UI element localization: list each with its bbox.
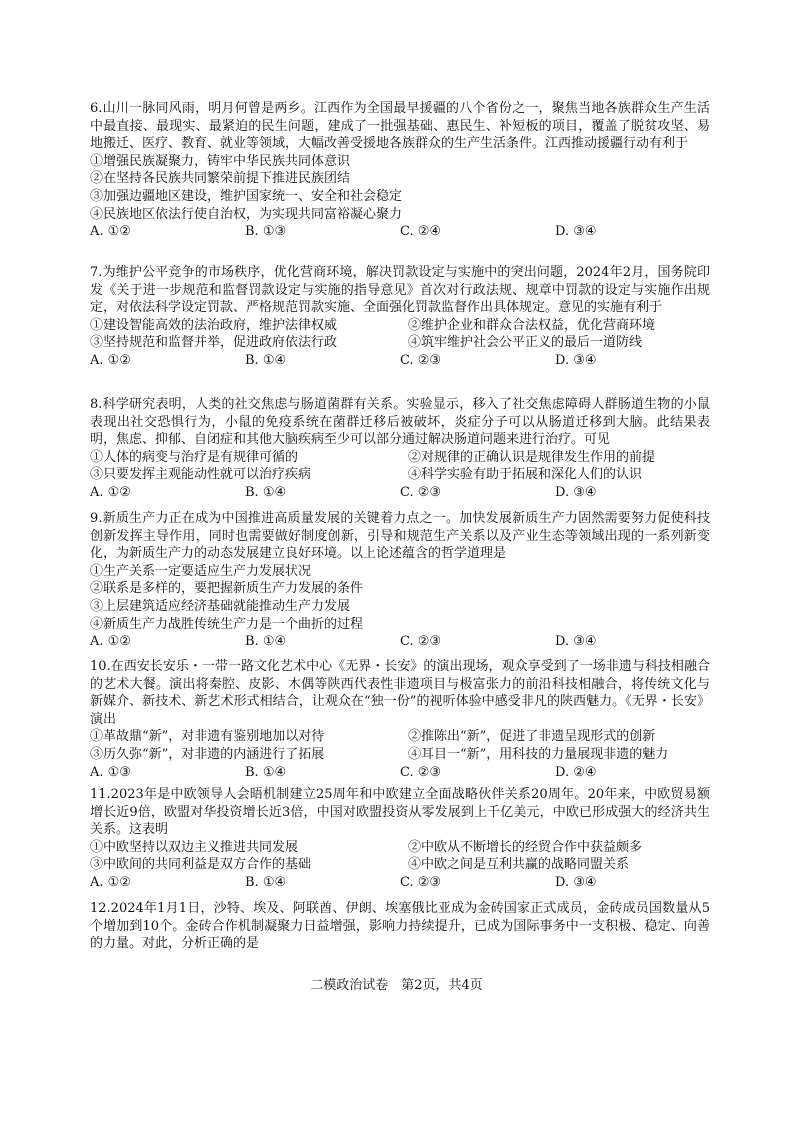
option-3: ③加强边疆地区建设，维护国家统一、安全和社会稳定 [90, 188, 403, 204]
question-12 [90, 900, 710, 953]
choice-a: A. ①② [90, 634, 131, 650]
question-6 [90, 100, 710, 241]
choice-d: D. ③④ [555, 874, 597, 890]
answer-choices [90, 874, 710, 892]
option-row [90, 317, 710, 335]
option-row [90, 728, 710, 746]
option-1: ①建设智能高效的法治政府，维护法律权威 [90, 317, 338, 333]
option-2: ②对规律的正确认识是规律发生作用的前提 [408, 449, 656, 465]
choice-a: A. ①② [90, 874, 131, 890]
answer-choices [90, 484, 710, 502]
option-row [90, 746, 710, 764]
question-8 [90, 396, 710, 502]
option-1: ①中欧坚持以双边主义推进共同发展 [90, 839, 299, 855]
choice-d: D. ③④ [555, 224, 597, 240]
option-2: ②在坚持各民族共同繁荣前提下推进民族团结 [90, 171, 351, 187]
choice-a: A. ①② [90, 484, 131, 500]
choice-c: C. ②③ [400, 634, 442, 650]
option-row [90, 466, 710, 484]
option-row [90, 334, 710, 352]
choice-b: B. ①④ [245, 874, 287, 890]
question-7 [90, 264, 710, 370]
question-stem: 8.科学研究表明，人类的社交焦虑与肠道菌群有关系。实验显示，移入了社交焦虑障碍人群肠道生物的小鼠表现出社交恐惧行为，小鼠的免疫系统在菌群迁移后被破坏，炎症分子可以从肠道迁移到大脑。此结果表明，焦虑、抑郁、自闭症和其他大脑疾病至少可以部分通过解决肠道问题来进行治疗。可见 [90, 397, 710, 448]
option-4: ④新质生产力战胜传统生产力是一个曲折的过程 [90, 616, 364, 632]
answer-choices [90, 764, 710, 782]
option-1: ①革故鼎“新”，对非遗有鉴别地加以对待 [90, 729, 325, 745]
option-row [90, 449, 710, 467]
option-4: ④中欧之间是互利共赢的战略同盟关系 [408, 857, 630, 873]
option-3: ③中欧间的共同利益是双方合作的基础 [90, 857, 312, 873]
option-2: ②中欧从不断增长的经贸合作中获益颇多 [408, 839, 643, 855]
choice-c: C. ②③ [400, 352, 442, 368]
option-row [90, 839, 710, 857]
option-4: ④耳目一“新”，用科技的力量展现非遗的魅力 [408, 746, 669, 762]
choice-d: D. ③④ [555, 634, 597, 650]
choice-c: C. ②③ [400, 764, 442, 780]
page-footer: 二模政治试卷 第2页，共4页 [310, 978, 483, 993]
option-row [90, 856, 710, 874]
choice-b: B. ①④ [245, 484, 287, 500]
question-stem: 9.新质生产力正在成为中国推进高质量发展的关键着力点之一。加快发展新质生产力固然需要努力促使科技创新发挥主导作用，同时也需要做好制度创新，引导和规范生产关系以及产业生态等领域出现的一系列新变化，为新质生产力的动态发展建立良好环境。以上论述蕴含的哲学道理是 [90, 511, 710, 562]
choice-c: C. ②③ [400, 874, 442, 890]
choice-b: B. ①④ [245, 764, 287, 780]
option-3: ③历久弥“新”，对非遗的内涵进行了拓展 [90, 746, 325, 762]
question-stem: 7.为维护公平竞争的市场秩序，优化营商环境，解决罚款设定与实施中的突出问题，2024年2月，国务院印发《关于进一步规范和监督罚款设定与实施的指导意见》首次对行政法规、规章中罚款的设定与实施作出规定，对依法科学设定罚款、严格规范罚款实施、全面强化罚款监督作出具体规定。意见的实施有利于 [90, 265, 710, 316]
option-4: ④民族地区依法行使自治权，为实现共同富裕凝心聚力 [90, 206, 403, 222]
option-3: ③坚持规范和监督并举，促进政府依法行政 [90, 335, 338, 351]
choice-c: C. ②③ [400, 484, 442, 500]
choice-b: B. ①④ [245, 634, 287, 650]
question-10 [90, 658, 710, 781]
choice-d: D. ③④ [555, 352, 597, 368]
option-3: ③只要发挥主观能动性就可以治疗疾病 [90, 467, 312, 483]
choice-b: B. ①④ [245, 352, 287, 368]
option-3: ③上层建筑适应经济基础就能推动生产力发展 [90, 598, 351, 614]
option-2: ②维护企业和群众合法权益，优化营商环境 [408, 317, 656, 333]
question-stem: 6.山川一脉同风雨，明月何曾是两乡。江西作为全国最早援疆的八个省份之一，聚焦当地各族群众生产生活中最直接、最现实、最紧迫的民生问题，建成了一批强基础、惠民生、补短板的项目，覆盖了脱贫攻坚、易地搬迁、医疗、教育、就业等领域，大幅改善受援地各族群众的生产生活条件。江西推动援疆行动有利于 [90, 101, 710, 152]
choice-a: A. ①② [90, 352, 131, 368]
choice-b: B. ①③ [245, 224, 287, 240]
option-1: ①增强民族凝聚力，铸牢中华民族共同体意识 [90, 153, 351, 169]
option-1: ①人体的病变与治疗是有规律可循的 [90, 449, 299, 465]
question-11 [90, 786, 710, 892]
option-4: ④筑牢维护社会公平正义的最后一道防线 [408, 335, 643, 351]
question-stem: 11.2023年是中欧领导人会晤机制建立25周年和中欧建立全面战略伙伴关系20周年。20年来，中欧贸易额增长近9倍，欧盟对华投资增长近3倍，中国对欧盟投资从零发展到上千亿美元，中欧已形成强大的经济共生关系。这表明 [90, 787, 710, 838]
choice-a: A. ①② [90, 224, 131, 240]
choice-d: D. ③④ [555, 484, 597, 500]
option-1: ①生产关系一定要适应生产力发展状况 [90, 563, 312, 579]
choice-d: D. ②④ [555, 764, 597, 780]
choice-a: A. ①③ [90, 764, 131, 780]
option-4: ④科学实验有助于拓展和深化人们的认识 [408, 467, 643, 483]
option-2: ②推陈出“新”，促进了非遗呈现形式的创新 [408, 729, 656, 745]
answer-choices [90, 352, 710, 370]
question-stem: 10.在西安长安乐・一带一路文化艺术中心《无界・长安》的演出现场，观众享受到了一场非遗与科技相融合的艺术大餐。演出将秦腔、皮影、木偶等陕西代表性非遗项目与极富张力的前沿科技相融合，将传统文化与新媒介、新技术、新艺术形式相结合，让观众在“独一份”的视听体验中感受非凡的陕西魅力。《无界・长安》演出 [90, 659, 710, 727]
answer-choices [90, 223, 710, 241]
question-9 [90, 510, 710, 651]
answer-choices [90, 633, 710, 651]
choice-c: C. ②④ [400, 224, 442, 240]
question-stem: 12.2024年1月1日，沙特、埃及、阿联酋、伊朗、埃塞俄比亚成为金砖国家正式成员，金砖成员国数量从5个增加到10个。金砖合作机制凝聚力日益增强，影响力持续提升，已成为国际事务中一支积极、稳定、向善的力量。对此，分析正确的是 [90, 901, 710, 952]
option-2: ②联系是多样的，要把握新质生产力发展的条件 [90, 581, 364, 597]
